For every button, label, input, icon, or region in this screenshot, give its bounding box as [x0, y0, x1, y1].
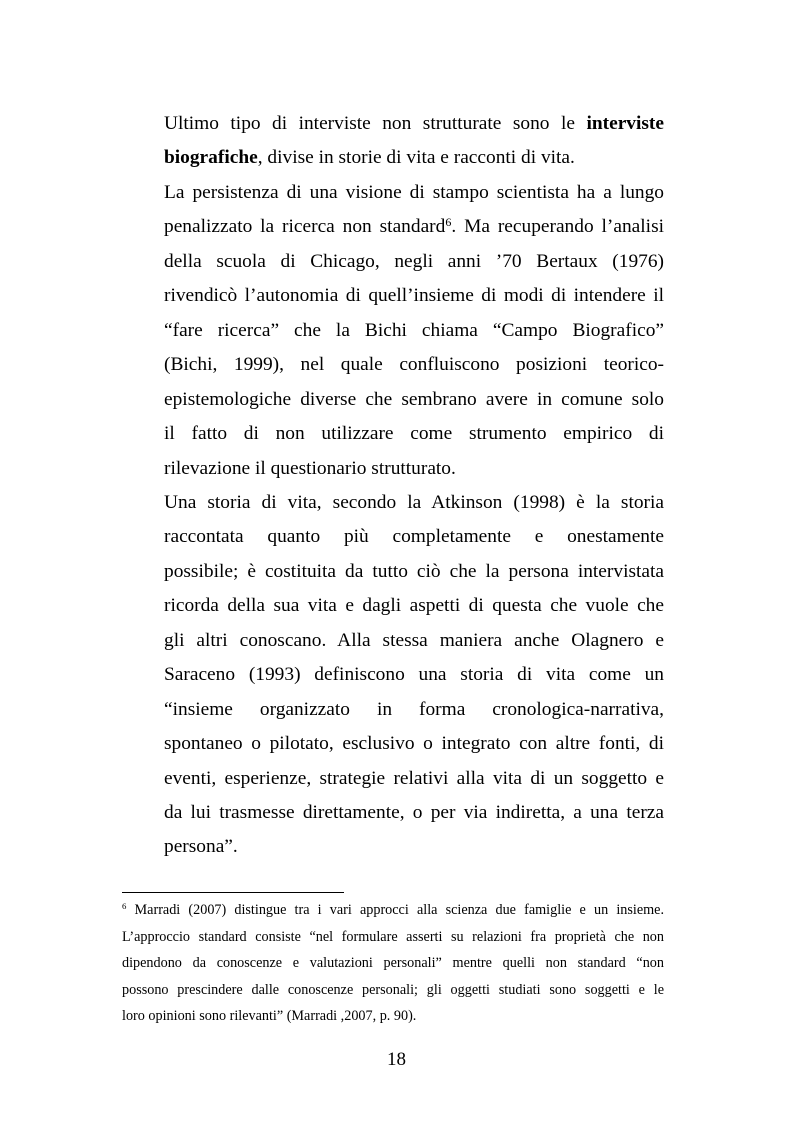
- paragraph-2-line: La persistenza di una visione di stampo scientista ha a lungo: [164, 181, 664, 203]
- paragraph-3-line: Saraceno (1993) definiscono una storia di vita come un: [164, 664, 664, 686]
- bold-term: interviste: [586, 113, 664, 134]
- paragraph-3-line: raccontata quanto più completamente e onestamente: [164, 526, 664, 548]
- footnote-separator: [122, 892, 344, 893]
- paragraph-2-line: il fatto di non utilizzare come strumento empirico di: [164, 423, 664, 445]
- paragraph-2-line: rilevazione il questionario strutturato.: [164, 457, 456, 479]
- paragraph-1-line: Ultimo tipo di interviste non strutturate sono le interviste: [164, 113, 664, 134]
- footnote-line: possono prescindere dalle conoscenze personali; gli oggetti studiati sono soggetti e le: [122, 981, 664, 998]
- paragraph-1-line: biografiche, divise in storie di vita e racconti di vita.: [164, 147, 575, 169]
- footnote-line: dipendono da conoscenze e valutazioni personali” mentre quelli non standard “non: [122, 955, 664, 972]
- paragraph-3-line: Una storia di vita, secondo la Atkinson (1998) è la storia: [164, 491, 664, 513]
- paragraph-2-line: della scuola di Chicago, negli anni ’70 Bertaux (1976): [164, 250, 664, 272]
- paragraph-3-line: spontaneo o pilotato, esclusivo o integrato con altre fonti, di: [164, 733, 664, 755]
- footnote-marker: 6: [445, 214, 452, 229]
- paragraph-3-line: gli altri conoscano. Alla stessa maniera anche Olagnero e: [164, 629, 664, 651]
- paragraph-3-line: possibile; è costituita da tutto ciò che la persona intervistata: [164, 560, 664, 582]
- paragraph-3-line: eventi, esperienze, strategie relativi alla vita di un soggetto e: [164, 767, 664, 789]
- page-number: 18: [387, 1049, 406, 1070]
- paragraph-2-line: (Bichi, 1999), nel quale confluiscono posizioni teorico-: [164, 354, 664, 376]
- footnote-line: L’approccio standard consiste “nel formulare asserti su relazioni fra proprietà che non: [122, 928, 664, 945]
- footnote-line: loro opinioni sono rilevanti” (Marradi ,2007, p. 90).: [122, 1008, 417, 1025]
- footnote-line: $^6$ Marradi (2007) distingue tra i vari approcci alla scienza due famiglie e un insieme.: [122, 901, 664, 918]
- paragraph-3-line: “insieme organizzato in forma cronologica-narrativa,: [164, 698, 664, 720]
- footnote-marker: 6: [122, 901, 127, 912]
- paragraph-3-line: ricorda della sua vita e dagli aspetti di questa che vuole che: [164, 595, 664, 617]
- bold-term: biografiche: [164, 147, 258, 169]
- paragraph-2-line: “fare ricerca” che la Bichi chiama “Campo Biografico”: [164, 319, 664, 341]
- paragraph-2-line: epistemologiche diverse che sembrano avere in comune solo: [164, 388, 664, 410]
- paragraph-3-line: da lui trasmesse direttamente, o per via indiretta, a una terza: [164, 802, 664, 823]
- paragraph-2-line: rivendicò l’autonomia di quell’insieme di modi di intendere il: [164, 285, 664, 307]
- paragraph-3-line: persona”.: [164, 836, 238, 858]
- paragraph-2-line: penalizzato la ricerca non standard$^6$. Ma recuperando l’analisi: [164, 214, 664, 238]
